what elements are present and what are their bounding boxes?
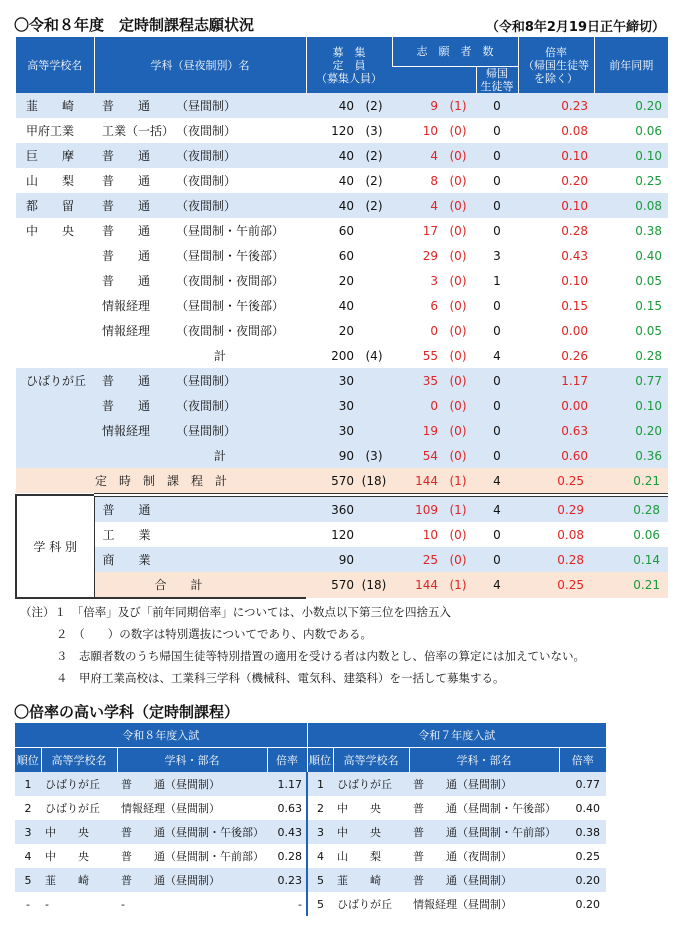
dept-name: 普 通（昼間制・午後部）	[121, 826, 264, 839]
dept-name: 情報経理	[102, 299, 151, 313]
table-row	[16, 443, 668, 468]
capacity-special	[356, 495, 392, 522]
rank-row	[15, 844, 606, 868]
rank-prev: 3	[307, 820, 333, 844]
capacity-special: (18)	[361, 578, 387, 592]
prev-ratio: 0.14	[633, 552, 660, 567]
applicants-special: (0)	[449, 148, 467, 163]
returnees: 0	[493, 148, 501, 163]
rank-row	[15, 868, 606, 892]
prev-ratio: 0.40	[635, 248, 662, 263]
capacity-special: (3)	[365, 448, 383, 463]
applicants-special: (1)	[449, 473, 467, 488]
capacity-special: (4)	[365, 348, 383, 363]
ratio: 0.28	[277, 849, 302, 863]
applicants: 9	[430, 98, 438, 113]
prev-ratio: 0.38	[635, 223, 662, 238]
period: （昼間制・午前部）	[176, 224, 285, 238]
prev-ratio: 0.08	[635, 198, 662, 213]
subtotal-label: 計	[214, 449, 227, 463]
applicants-special: (0)	[449, 323, 467, 338]
dept-name-prev: 普 通（昼間制）	[413, 874, 512, 887]
notes	[20, 604, 585, 692]
period: （夜間制）	[176, 399, 237, 413]
school-name: 中 央	[45, 826, 89, 839]
rate-header-current: 令和８年度入試	[15, 723, 307, 748]
ratio: 0.00	[561, 398, 588, 413]
school-name: 山 梨	[26, 174, 75, 188]
school-name	[16, 393, 94, 418]
capacity: 120	[331, 123, 354, 138]
capacity: 30	[338, 398, 354, 413]
subtotal-label: 計	[214, 349, 227, 363]
dept-name: 普 通	[102, 199, 151, 213]
returnees: 0	[493, 527, 501, 542]
period: （昼間制・午後部）	[176, 299, 285, 313]
capacity: 40	[338, 148, 354, 163]
rate-col-dept: 学科・部名	[117, 748, 267, 773]
rate-header-previous: 令和７年度入試	[307, 723, 606, 748]
dept-name-prev: 普 通（昼間制・午後部）	[413, 802, 556, 815]
capacity: 360	[306, 495, 356, 522]
rank-row	[15, 820, 606, 844]
school-name	[16, 318, 94, 343]
prev-ratio: 0.10	[635, 398, 662, 413]
note-1: （注）１ 「倍率」及び「前年同期倍率」については、小数点以下第三位を四捨五入	[20, 605, 452, 619]
capacity: 570	[331, 578, 354, 592]
ratio: 0.10	[561, 148, 588, 163]
school-name-prev: ひばりが丘	[337, 898, 392, 911]
returnees: 0	[493, 398, 501, 413]
school-name: ひばりが丘	[26, 374, 87, 388]
capacity-special: (2)	[365, 173, 383, 188]
applicants-special: (1)	[440, 495, 476, 522]
applicants: 144	[415, 578, 438, 592]
capacity: 90	[338, 448, 354, 463]
capacity: 20	[338, 323, 354, 338]
ratio: 0.28	[561, 223, 588, 238]
ratio: 0.25	[557, 578, 584, 592]
applicants: 109	[392, 495, 440, 522]
period: （夜間制）	[176, 174, 237, 188]
dept-name: 普 通	[102, 224, 151, 238]
school-name: -	[45, 897, 49, 911]
school-name: ひばりが丘	[45, 778, 100, 791]
dept-summary-row	[16, 547, 668, 572]
rate-col-dept-prev: 学科・部名	[409, 748, 559, 773]
dept-name: 普 通	[102, 274, 151, 288]
header-prev: 前年同期	[594, 37, 668, 93]
school-name: 巨 摩	[26, 149, 75, 163]
returnees: 0	[493, 173, 501, 188]
dept-name: 普 通	[94, 495, 306, 522]
dept-name: 情報経理	[102, 324, 151, 338]
grand-total-row	[16, 468, 668, 495]
returnees: 0	[493, 223, 501, 238]
rank: 2	[24, 801, 32, 815]
applicants-special: (0)	[449, 527, 467, 542]
applicants: 10	[422, 527, 438, 542]
high-ratio-table	[15, 723, 606, 916]
returnees: 3	[493, 248, 501, 263]
ratio: 0.08	[557, 527, 584, 542]
capacity: 40	[338, 298, 354, 313]
returnees: 4	[493, 348, 501, 363]
dept-name-prev: 情報経理（昼間制）	[413, 898, 512, 911]
capacity-special	[356, 522, 392, 547]
school-name: 中 央	[26, 224, 75, 238]
capacity: 40	[338, 173, 354, 188]
school-name: 甲府工業	[26, 124, 75, 138]
prev-ratio: 0.36	[635, 448, 662, 463]
applicants-special: (1)	[449, 578, 467, 592]
table-row	[16, 118, 668, 143]
school-name: ひばりが丘	[45, 802, 100, 815]
applicants-special: (0)	[449, 373, 467, 388]
applicants-special: (0)	[449, 423, 467, 438]
capacity-special	[356, 368, 392, 393]
prev-ratio: 0.05	[635, 273, 662, 288]
returnees: 4	[493, 473, 501, 488]
table-row	[16, 218, 668, 243]
prev-ratio: 0.20	[635, 98, 662, 113]
prev-ratio: 0.06	[633, 527, 660, 542]
note-2: ２ （ ）の数字は特別選抜についてであり、内数である。	[56, 627, 373, 641]
capacity: 20	[338, 273, 354, 288]
period: （夜間制）	[176, 199, 237, 213]
header-applicants-blank	[392, 67, 476, 94]
prev-ratio: 0.21	[633, 473, 660, 488]
returnees: 4	[476, 495, 518, 522]
returnees: 4	[493, 578, 501, 592]
applicants: 4	[430, 148, 438, 163]
capacity-special: (3)	[365, 123, 383, 138]
ratio: 0.28	[557, 552, 584, 567]
ratio: -	[298, 897, 302, 911]
school-name-prev: 韮 崎	[337, 874, 381, 887]
note-4: ４ 甲府工業高校は、工業科三学科（機械科、電気科、建築科）を一括して募集する。	[56, 671, 505, 685]
period: （夜間制・夜間部）	[176, 324, 285, 338]
applicants-special: (0)	[449, 223, 467, 238]
applications-table	[15, 37, 668, 599]
capacity-special: (2)	[365, 148, 383, 163]
school-name: 中 央	[45, 850, 89, 863]
by-dept-label: 学 科 別	[16, 495, 94, 598]
table-row	[16, 143, 668, 168]
applicants: 29	[422, 248, 438, 263]
dept-name: 工業（一括）	[102, 124, 175, 138]
ratio: 0.00	[561, 323, 588, 338]
ratio-prev: 0.20	[575, 873, 600, 887]
rate-col-rank: 順位	[15, 748, 41, 773]
table-row	[16, 293, 668, 318]
dept-summary-row	[16, 522, 668, 547]
rate-col-school: 高等学校名	[41, 748, 117, 773]
capacity: 60	[338, 248, 354, 263]
prev-ratio: 0.28	[594, 495, 668, 522]
applicants: 144	[415, 473, 438, 488]
applicants: 55	[422, 348, 438, 363]
dept-name: -	[121, 897, 125, 911]
table-row	[16, 368, 668, 393]
dept-name: 普 通	[102, 374, 151, 388]
returnees: 0	[493, 123, 501, 138]
applicants-special: (0)	[449, 198, 467, 213]
header-applicants: 志 願 者 数	[392, 37, 518, 67]
period: （夜間制・夜間部）	[176, 274, 285, 288]
applicants: 4	[430, 198, 438, 213]
prev-ratio: 0.28	[635, 348, 662, 363]
dept-name: 商 業	[102, 553, 151, 567]
prev-ratio: 0.06	[635, 123, 662, 138]
capacity-special	[356, 393, 392, 418]
ratio: 0.20	[561, 173, 588, 188]
rank-row	[15, 892, 606, 916]
period: （夜間制）	[176, 124, 237, 138]
dept-name: 普 通（昼間制・午前部）	[121, 850, 264, 863]
applicants-special: (0)	[449, 448, 467, 463]
returnees: 0	[493, 98, 501, 113]
prev-ratio: 0.10	[635, 148, 662, 163]
dept-total-label: 合 計	[94, 572, 306, 598]
rank-row	[15, 796, 606, 820]
school-name	[16, 418, 94, 443]
rate-col-ratio: 倍率	[267, 748, 307, 773]
table-row	[16, 343, 668, 368]
dept-total-row	[16, 572, 668, 598]
dept-name: 情報経理（昼間制）	[121, 802, 220, 815]
capacity: 120	[331, 527, 354, 542]
ratio: 0.43	[561, 248, 588, 263]
applicants: 0	[430, 323, 438, 338]
header-school: 高等学校名	[16, 37, 94, 93]
applicants-special: (0)	[449, 173, 467, 188]
header-dept: 学科（昼夜制別）名	[94, 37, 306, 93]
rank-prev: 4	[307, 844, 333, 868]
applicants-special: (0)	[449, 298, 467, 313]
period: （昼間制・午後部）	[176, 249, 285, 263]
capacity: 90	[338, 552, 354, 567]
rank-prev: 2	[307, 796, 333, 820]
period: （夜間制）	[176, 149, 237, 163]
rate-col-rank-prev: 順位	[307, 748, 333, 773]
school-name	[16, 443, 94, 468]
rank-prev: 1	[307, 772, 333, 796]
dept-name	[94, 443, 176, 468]
capacity: 60	[338, 223, 354, 238]
ratio: 0.08	[561, 123, 588, 138]
capacity-special: (2)	[365, 98, 383, 113]
ratio: 0.25	[557, 473, 584, 488]
capacity: 40	[338, 98, 354, 113]
ratio: 0.63	[561, 423, 588, 438]
ratio: 0.43	[277, 825, 302, 839]
capacity: 40	[338, 198, 354, 213]
table-row	[16, 193, 668, 218]
rank: -	[26, 897, 30, 911]
ratio-prev: 0.77	[575, 777, 600, 791]
rate-col-ratio-prev: 倍率	[559, 748, 606, 773]
table-row	[16, 93, 668, 118]
returnees: 0	[493, 423, 501, 438]
school-name	[16, 243, 94, 268]
ratio: 0.60	[561, 448, 588, 463]
rank-prev: 5	[307, 892, 333, 916]
deadline-note: （令和8年2月19日正午締切）	[485, 20, 665, 35]
table-row	[16, 268, 668, 293]
returnees: 1	[493, 273, 501, 288]
prev-ratio: 0.25	[635, 173, 662, 188]
capacity: 200	[331, 348, 354, 363]
prev-ratio: 0.21	[633, 578, 660, 592]
dept-name: 普 通	[102, 174, 151, 188]
ratio: 0.10	[561, 273, 588, 288]
prev-ratio: 0.15	[635, 298, 662, 313]
school-name: 都 留	[26, 199, 75, 213]
applicants-special: (0)	[449, 123, 467, 138]
dept-name-prev: 普 通（夜間制）	[413, 850, 512, 863]
ratio: 0.26	[561, 348, 588, 363]
rank: 1	[24, 777, 32, 791]
dept-name-prev: 普 通（昼間制・午前部）	[413, 826, 556, 839]
ratio-prev: 0.40	[575, 801, 600, 815]
ratio: 0.10	[561, 198, 588, 213]
applicants: 6	[430, 298, 438, 313]
capacity: 30	[338, 423, 354, 438]
period: （昼間制）	[176, 99, 237, 113]
ratio: 0.23	[277, 873, 302, 887]
dept-name: 普 通	[102, 99, 151, 113]
applicants: 35	[422, 373, 438, 388]
returnees: 0	[493, 373, 501, 388]
applicants-special: (0)	[449, 552, 467, 567]
school-name	[16, 268, 94, 293]
prev-ratio: 0.05	[635, 323, 662, 338]
applicants: 0	[430, 398, 438, 413]
applicants: 54	[422, 448, 438, 463]
applicants: 17	[422, 223, 438, 238]
rank: 3	[24, 825, 32, 839]
applicants: 10	[422, 123, 438, 138]
table-row	[16, 418, 668, 443]
page-title: 〇令和８年度 定時制課程志願状況	[14, 16, 255, 34]
returnees: 0	[493, 298, 501, 313]
ratio: 1.17	[561, 373, 588, 388]
school-name	[16, 293, 94, 318]
dept-name: 普 通（昼間制）	[121, 778, 220, 791]
capacity: 570	[331, 473, 354, 488]
note-3: ３ 志願者数のうち帰国生徒等特別措置の適用を受ける者は内数とし、倍率の算定には加えていない。	[56, 649, 585, 663]
prev-ratio: 0.20	[635, 423, 662, 438]
table-row	[16, 168, 668, 193]
grand-total-label: 定 時 制 課 程 計	[94, 474, 227, 488]
school-name: 韮 崎	[45, 874, 89, 887]
school-name-prev: ひばりが丘	[337, 778, 392, 791]
dept-name: 工 業	[102, 528, 151, 542]
dept-name	[94, 343, 176, 368]
capacity-special	[356, 218, 392, 243]
returnees: 0	[493, 198, 501, 213]
school-name-prev: 山 梨	[337, 850, 381, 863]
applicants: 19	[422, 423, 438, 438]
dept-name-prev: 普 通（昼間制）	[413, 778, 512, 791]
header-returnees: 帰国 生徒等	[476, 67, 518, 94]
school-name-prev: 中 央	[337, 802, 381, 815]
applicants: 25	[422, 552, 438, 567]
school-name: 韮 崎	[26, 99, 75, 113]
header-capacity: 募 集 定 員 （募集人員）	[306, 37, 392, 93]
applicants-special: (0)	[449, 273, 467, 288]
capacity-special	[356, 243, 392, 268]
ratio: 0.15	[561, 298, 588, 313]
dept-name: 普 通	[102, 149, 151, 163]
school-name-prev: 中 央	[337, 826, 381, 839]
dept-name: 普 通	[102, 399, 151, 413]
applicants-special: (0)	[449, 348, 467, 363]
returnees: 0	[493, 552, 501, 567]
table-row	[16, 243, 668, 268]
returnees: 0	[493, 323, 501, 338]
capacity-special	[356, 318, 392, 343]
rate-col-school-prev: 高等学校名	[333, 748, 409, 773]
rate-section-title: 〇倍率の高い学科（定時制課程）	[14, 703, 240, 721]
dept-name: 情報経理	[102, 424, 151, 438]
capacity-special	[356, 547, 392, 572]
dept-summary-row	[16, 495, 668, 522]
capacity-special: (18)	[361, 473, 387, 488]
ratio: 1.17	[277, 777, 302, 791]
applicants: 3	[430, 273, 438, 288]
dept-name: 普 通（昼間制）	[121, 874, 220, 887]
prev-ratio: 0.77	[635, 373, 662, 388]
capacity: 30	[338, 373, 354, 388]
period: （昼間制）	[176, 424, 237, 438]
capacity-special	[356, 268, 392, 293]
applicants: 8	[430, 173, 438, 188]
rank-row	[15, 772, 606, 796]
capacity-special: (2)	[365, 198, 383, 213]
capacity-special	[356, 418, 392, 443]
ratio: 0.23	[561, 98, 588, 113]
returnees: 0	[493, 448, 501, 463]
header-ratio: 倍率 （帰国生徒等 を除く）	[518, 37, 594, 93]
rank: 4	[24, 849, 32, 863]
ratio-prev: 0.38	[575, 825, 600, 839]
applicants-special: (0)	[449, 398, 467, 413]
ratio: 0.63	[277, 801, 302, 815]
rank-prev: 5	[307, 868, 333, 892]
table-row	[16, 393, 668, 418]
ratio: 0.29	[518, 495, 594, 522]
school-name	[16, 343, 94, 368]
dept-name: 普 通	[102, 249, 151, 263]
ratio-prev: 0.20	[575, 897, 600, 911]
applicants-special: (0)	[449, 248, 467, 263]
applicants-special: (1)	[449, 98, 467, 113]
table-row	[16, 318, 668, 343]
ratio-prev: 0.25	[575, 849, 600, 863]
capacity-special	[356, 293, 392, 318]
rank: 5	[24, 873, 32, 887]
period: （昼間制）	[176, 374, 237, 388]
